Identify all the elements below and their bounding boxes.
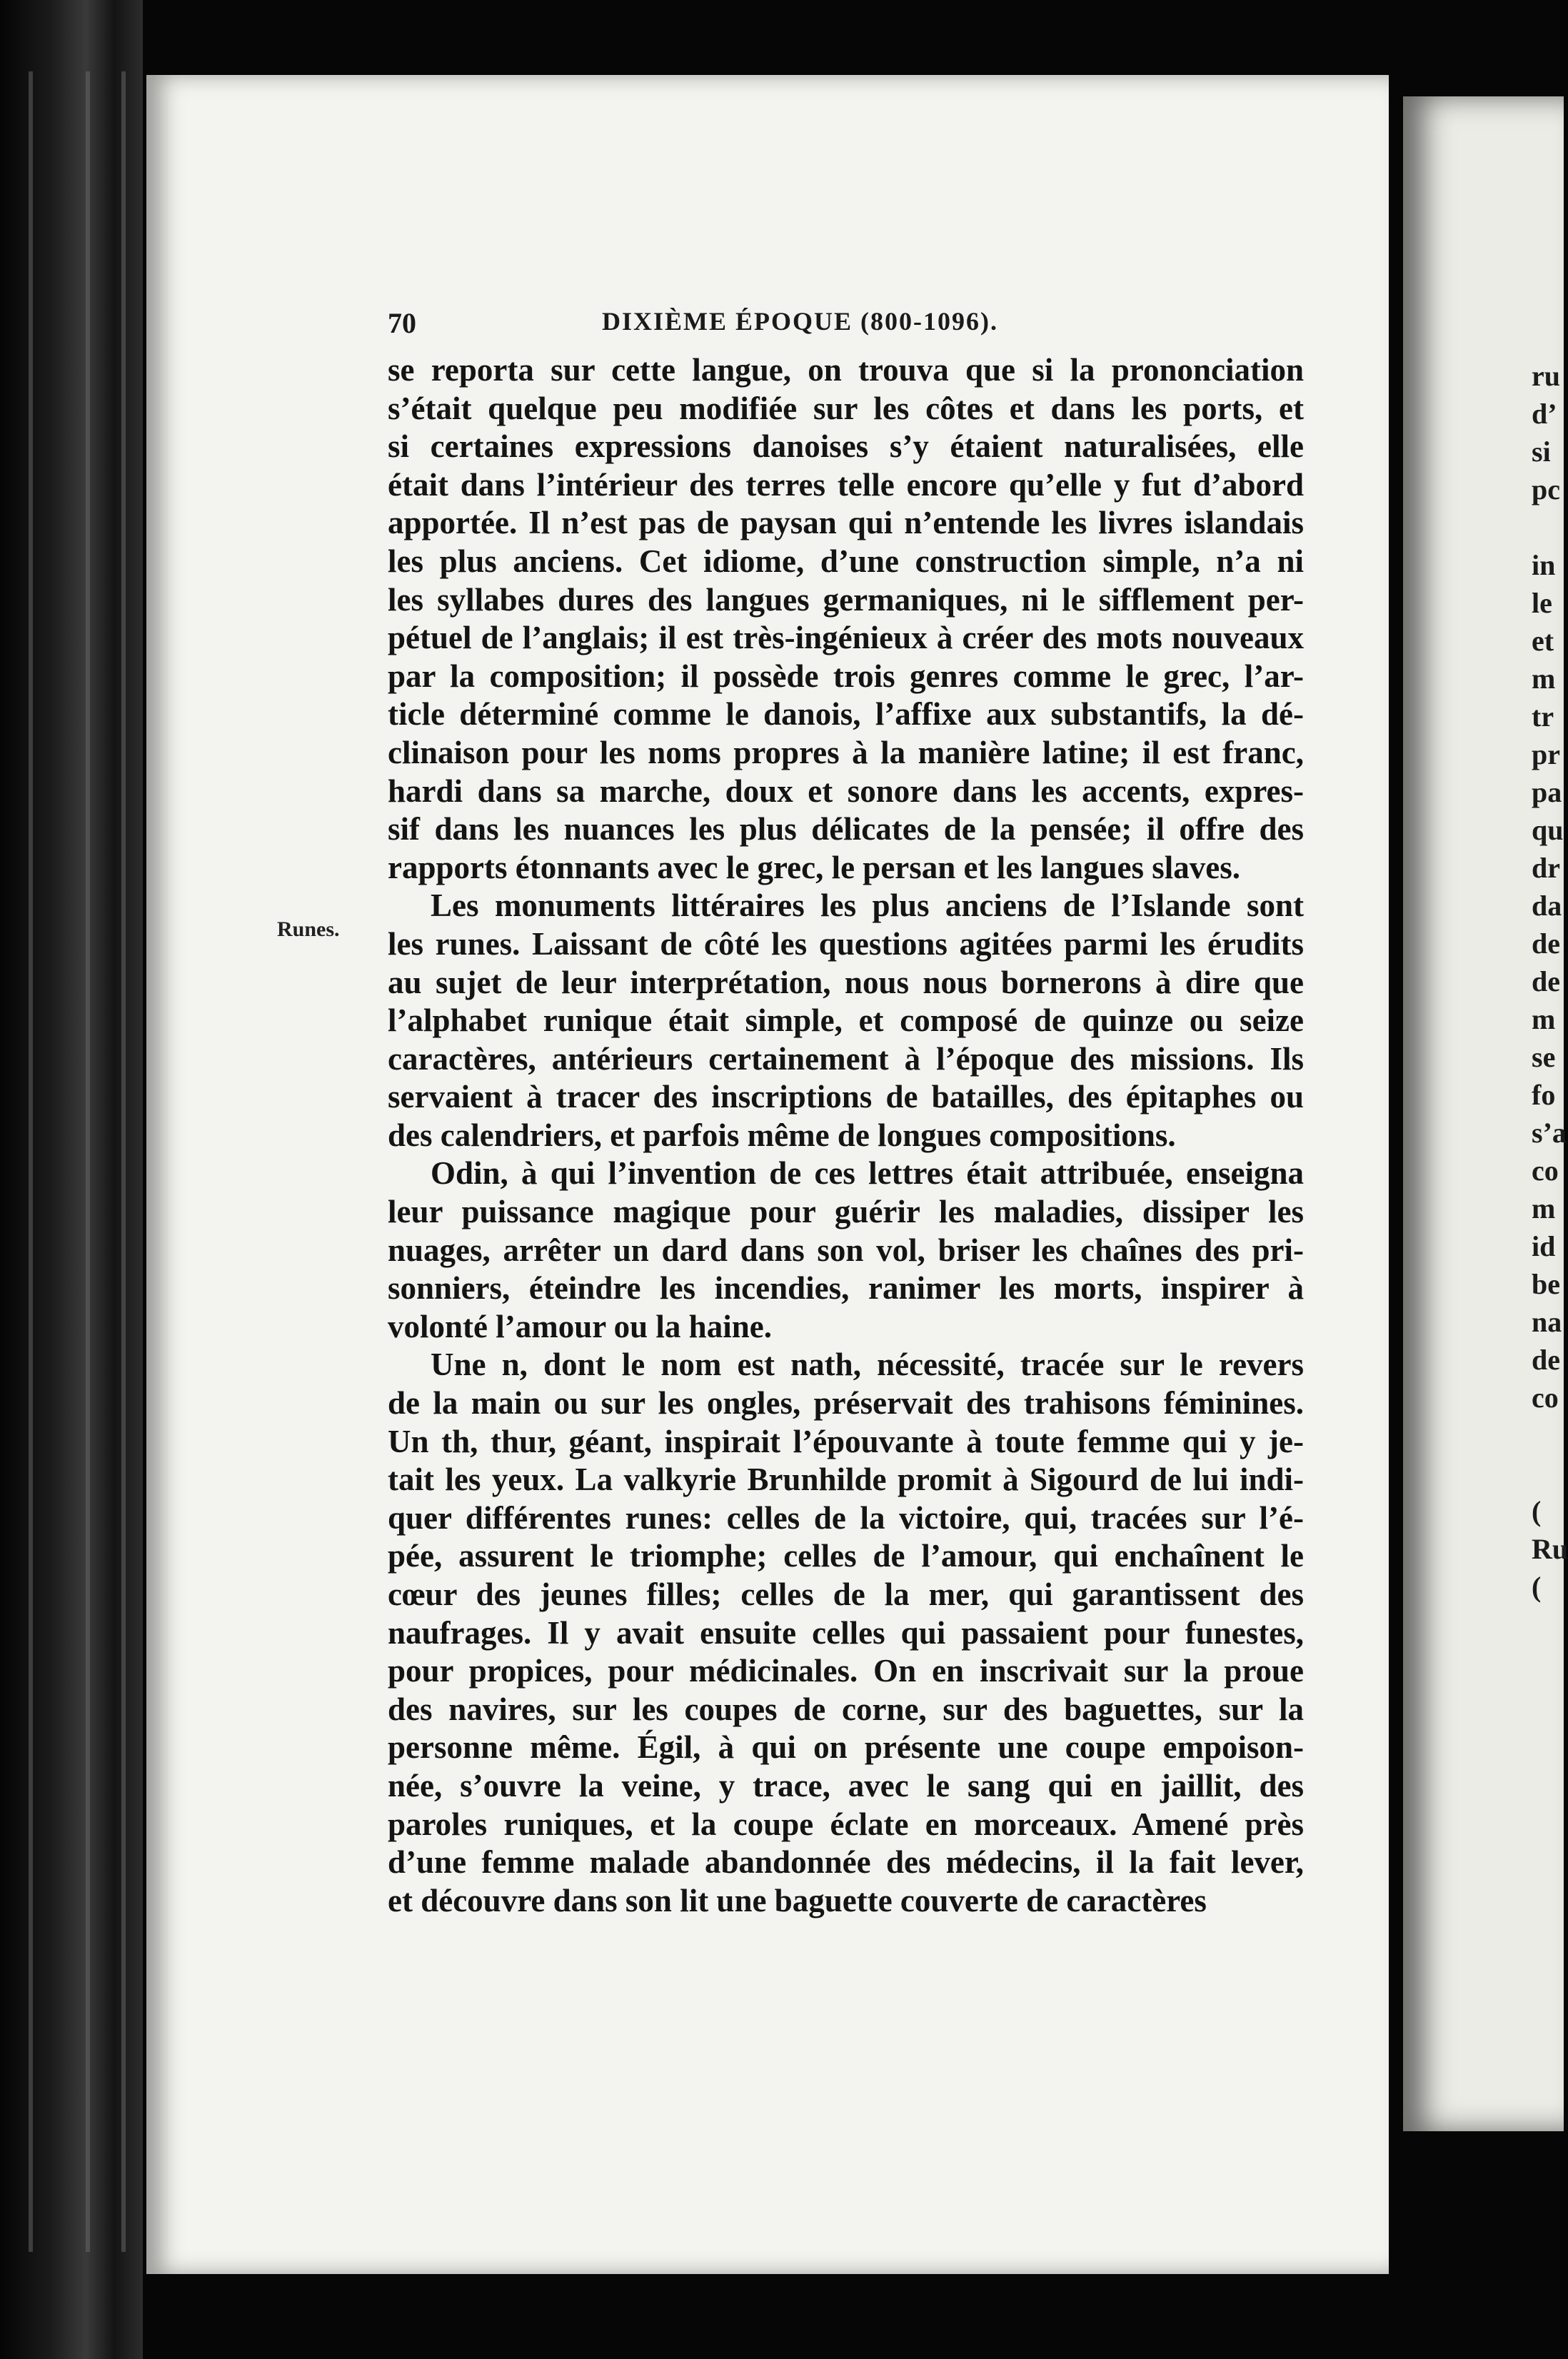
adjacent-page (1403, 96, 1568, 2131)
text-line: se reporta sur cette langue, on trouva que si la prononciation (388, 352, 1304, 388)
adjacent-page-fragment: de (1532, 1344, 1560, 1376)
adjacent-page-fragment: id (1532, 1230, 1556, 1262)
book-binding (0, 0, 143, 2359)
text-line: de la main ou sur les ongles, préservait des trahisons féminines. (388, 1385, 1304, 1422)
text-line: Odin, à qui l’invention de ces lettres était attribuée, enseigna (431, 1155, 1304, 1192)
adjacent-page-fragment: na (1532, 1306, 1562, 1338)
body-text (388, 351, 1304, 1920)
text-line: volonté l’amour ou la haine. (388, 1308, 772, 1344)
adjacent-page-fragment: da (1532, 890, 1562, 922)
text-line: leur puissance magique pour guérir les maladies, dissiper les (388, 1194, 1304, 1230)
margin-note: Runes. (277, 917, 340, 941)
paragraph (388, 1346, 1304, 1920)
text-line: pétuel de l’anglais; il est très-ingénieux à créer des mots nouveaux (388, 620, 1304, 656)
page-number: 70 (388, 307, 416, 339)
adjacent-page-fragment: ru (1532, 360, 1560, 392)
text-line: caractères, antérieurs certainement à l’époque des missions. Ils (388, 1040, 1304, 1077)
text-line: au sujet de leur interprétation, nous nous bornerons à dire que (388, 964, 1304, 1000)
adjacent-page-fragment: tr (1532, 700, 1554, 733)
text-line: hardi dans sa marche, doux et sonore dans les accents, expres- (388, 773, 1304, 809)
text-line: par la composition; il possède trois genres comme le grec, l’ar- (388, 658, 1304, 694)
text-line: pour propices, pour médicinales. On en inscrivait sur la proue (388, 1653, 1304, 1689)
adjacent-page-fragment: co (1532, 1382, 1559, 1414)
text-line: l’alphabet runique était simple, et composé de quinze ou seize (388, 1002, 1304, 1039)
text-line: les runes. Laissant de côté les questions agitées parmi les érudits (388, 925, 1304, 962)
text-line: Une n, dont le nom est nath, nécessité, tracée sur le revers (431, 1347, 1304, 1383)
text-line: s’était quelque peu modifiée sur les côtes et dans les ports, et (388, 390, 1304, 426)
text-line: cœur des jeunes filles; celles de la mer, qui garantissent des (388, 1576, 1304, 1612)
text-line: naufrages. Il y avait ensuite celles qui passaient pour funestes, (388, 1614, 1304, 1651)
adjacent-page-fragment: m (1532, 663, 1556, 695)
paragraph (388, 1155, 1304, 1346)
adjacent-page-fragment: si (1532, 436, 1551, 468)
adjacent-page-fragment: in (1532, 549, 1556, 581)
adjacent-page-fragment: de (1532, 965, 1560, 997)
text-line: les plus anciens. Cet idiome, d’une construction simple, n’a ni (388, 543, 1304, 579)
adjacent-page-fragment: ( (1532, 1495, 1542, 1527)
adjacent-page-fragment: qu (1532, 814, 1564, 846)
text-line: servaient à tracer des inscriptions de batailles, des épitaphes ou (388, 1079, 1304, 1115)
text-line: sonniers, éteindre les incendies, ranimer les morts, inspirer à (388, 1270, 1304, 1307)
adjacent-page-fragment: ( (1532, 1571, 1542, 1603)
page-header (388, 301, 1087, 346)
adjacent-page-fragment: et (1532, 625, 1554, 657)
text-line: pée, assurent le triomphe; celles de l’amour, qui enchaînent le (388, 1538, 1304, 1574)
text-line: sif dans les nuances les plus délicates de la pensée; il offre des (388, 811, 1304, 847)
adjacent-page-fragment: m (1532, 1003, 1556, 1035)
text-line: nuages, arrêter un dard dans son vol, briser les chaînes des pri- (388, 1232, 1304, 1268)
adjacent-page-fragment: pa (1532, 776, 1562, 808)
text-line: ticle déterminé comme le danois, l’affixe aux substantifs, la dé- (388, 696, 1304, 733)
adjacent-page-fragment: co (1532, 1155, 1559, 1187)
text-line: Les monuments littéraires les plus anciens de l’Islande sont (431, 887, 1304, 924)
text-line: rapports étonnants avec le grec, le persan et les langues slaves. (388, 849, 1241, 885)
text-line: quer différentes runes: celles de la victoire, qui, tracées sur l’é- (388, 1499, 1304, 1536)
text-line: paroles runiques, et la coupe éclate en morceaux. Amené près (388, 1806, 1304, 1842)
text-line: des navires, sur les coupes de corne, sur des baguettes, sur la (388, 1691, 1304, 1727)
adjacent-page-fragment: de (1532, 927, 1560, 960)
text-line: et découvre dans son lit une baguette couverte de caractères (388, 1882, 1207, 1918)
paragraph (388, 351, 1304, 887)
text-line: tait les yeux. La valkyrie Brunhilde promit à Sigourd de lui indi- (388, 1462, 1304, 1498)
adjacent-page-fragment: pr (1532, 738, 1560, 770)
adjacent-page-fragment: fo (1532, 1079, 1556, 1111)
text-line: clinaison pour les noms propres à la manière latine; il est franc, (388, 734, 1304, 770)
text-line: Un th, thur, géant, inspirait l’épouvante à toute femme qui y je- (388, 1423, 1304, 1459)
binding-edge (86, 71, 90, 2252)
adjacent-page-fragment: dr (1532, 852, 1560, 884)
adjacent-page-fragment: Ru (1532, 1533, 1568, 1565)
running-head: DIXIÈME ÉPOQUE (800-1096). (602, 307, 998, 336)
text-line: des calendriers, et parfois même de longues compositions. (388, 1117, 1176, 1153)
adjacent-page-fragment: pc (1532, 473, 1560, 506)
adjacent-page-fragment: d’ (1532, 398, 1557, 430)
text-line: était dans l’intérieur des terres telle encore qu’elle y fut d’abord (388, 466, 1304, 503)
text-line: les syllabes dures des langues germaniques, ni le sifflement per- (388, 581, 1304, 618)
text-line: née, s’ouvre la veine, y trace, avec le sang qui en jaillit, des (388, 1767, 1304, 1804)
adjacent-page-fragment: be (1532, 1268, 1560, 1300)
text-line: si certaines expressions danoises s’y étaient naturalisées, elle (388, 428, 1304, 465)
binding-edge (29, 71, 33, 2252)
adjacent-page-fragment: s’a (1532, 1117, 1567, 1149)
adjacent-page-fragment: m (1532, 1192, 1556, 1224)
paragraph (388, 887, 1304, 1155)
text-line: apportée. Il n’est pas de paysan qui n’entende les livres islandais (388, 505, 1304, 541)
adjacent-page-fragment: le (1532, 587, 1552, 619)
text-line: personne même. Égil, à qui on présente une coupe empoison- (388, 1729, 1304, 1766)
adjacent-page-fragment: se (1532, 1041, 1556, 1073)
binding-edge (121, 71, 126, 2252)
text-line: d’une femme malade abandonnée des médecins, il la fait lever, (388, 1844, 1304, 1881)
